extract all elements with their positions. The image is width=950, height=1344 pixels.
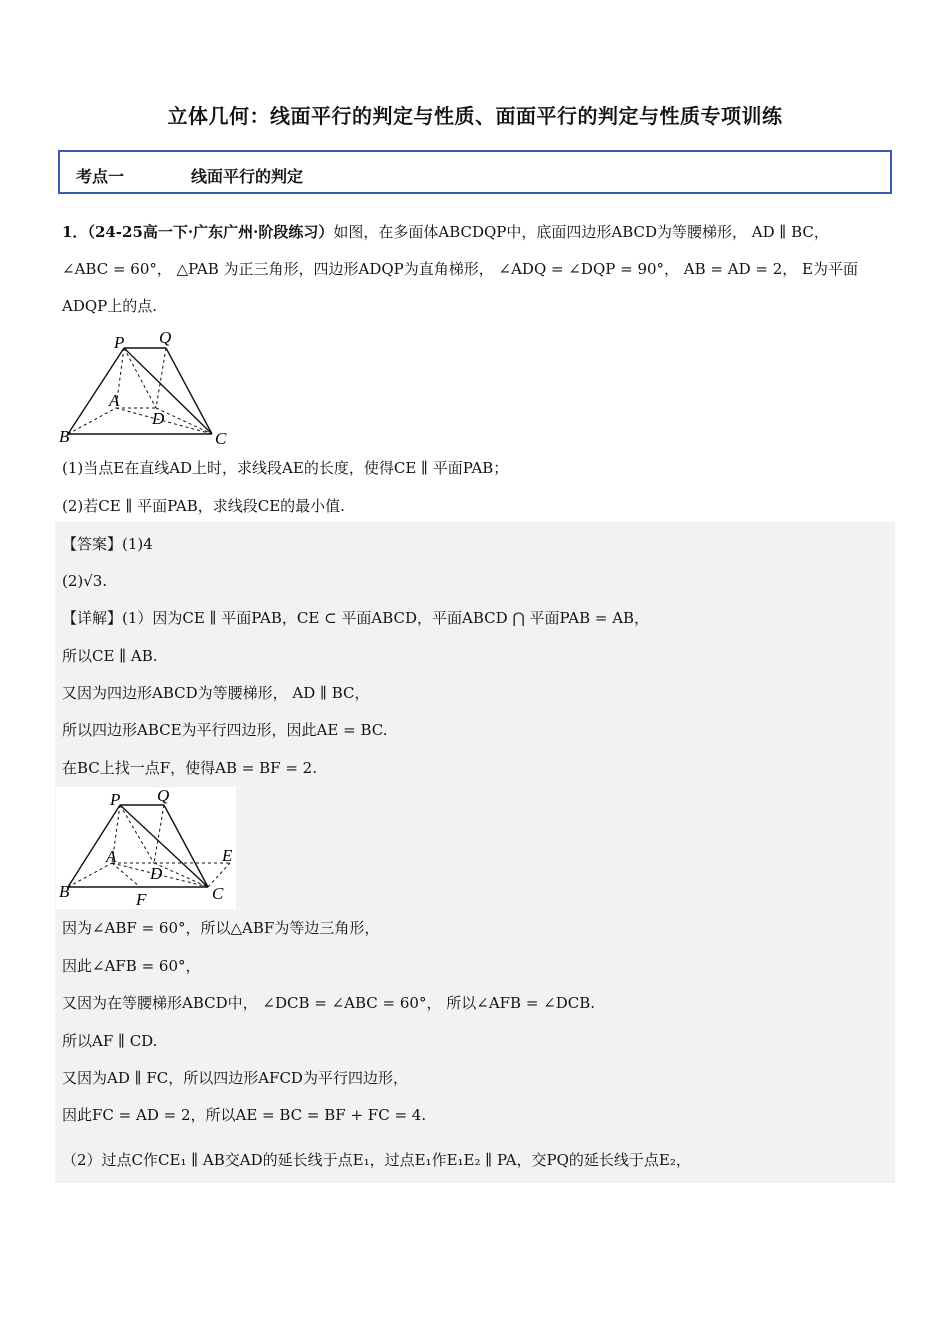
label-B: B [59,427,70,446]
edge-PC [124,348,212,434]
detail-line-7: 因此∠AFB = 60°， [62,957,201,975]
edge-BA [68,408,116,434]
question-1: (1)当点E在直线AD上时，求线段AE的长度，使得CE ∥ 平面PAB； [62,459,509,477]
question-2: (2)若CE ∥ 平面PAB，求线段CE的最小值. [62,497,345,515]
detail-line-9: 所以AF ∥ CD. [62,1032,158,1050]
answer-2-prefix: (2) [62,572,84,590]
label-B-2: B [59,882,70,901]
detail-text-1: (1）因为CE ∥ 平面PAB，CE ⊂ 平面ABCD，平面ABCD ⋂ 平面PAB = AB， [122,609,650,627]
problem-line-2: ∠ABC = 60°， △PAB 为正三角形，四边形ADQP为直角梯形， ∠ADQ = ∠DQP = 90°， AB = AD = 2， E为平面 [62,260,858,278]
label-D-2: D [150,864,163,883]
label-P-2: P [110,790,121,809]
label-F-2: F [136,890,147,909]
label-P: P [114,333,125,352]
answer-line-1 [62,534,153,554]
detail-line-8: 又因为在等腰梯形ABCD中， ∠DCB = ∠ABC = 60°， 所以∠AFB = ∠DCB. [62,994,596,1012]
answer-1: (1)4 [122,535,153,553]
edge-PD [124,348,156,408]
problem-number: 1． [62,223,88,241]
detail-line-10: 又因为AD ∥ FC，所以四边形AFCD为平行四边形， [62,1069,408,1087]
detail-line-12: （2）过点C作CE₁ ∥ AB交AD的延长线于点E₁，过点E₁作E₁E₂ ∥ PA，交PQ的延长线于点E₂， [62,1151,691,1169]
figure-polyhedron [56,326,236,448]
answer-2-suffix: . [102,572,108,590]
section-header [58,150,892,194]
label-E-2: E [222,846,233,865]
detail-line-1 [62,608,649,628]
detail-line-5: 在BC上找一点F，使得AB = BF = 2. [62,759,317,777]
problem-text-1: 如图，在多面体ABCDQP中，底面四边形ABCD为等腰梯形， AD ∥ BC， [333,223,829,241]
label-C: C [215,429,227,448]
detail-line-6: 因为∠ABF = 60°，所以△ABF为等边三角形， [62,919,380,937]
section-name: 线面平行的判定 [191,167,304,186]
page-title: 立体几何：线面平行的判定与性质、面面平行的判定与性质专项训练 [167,104,783,128]
problem-source: （24-25高一下·广东广州·阶段练习） [87,223,334,241]
figure-polyhedron-extended [56,787,236,909]
section-label: 考点一 [76,167,125,186]
label-C-2: C [212,884,224,903]
problem-line-1 [62,222,829,242]
answer-line-2 [62,571,107,591]
label-Q: Q [159,328,172,347]
detail-tag: 【详解】 [62,609,123,627]
detail-line-3: 又因为四边形ABCD为等腰梯形， AD ∥ BC， [62,684,370,702]
edge-QC [166,348,212,434]
detail-line-4: 所以四边形ABCE为平行四边形，因此AE = BC. [62,721,388,739]
edge-QD [156,348,166,408]
answer-tag: 【答案】 [62,535,123,553]
detail-line-11: 因此FC = AD = 2，所以AE = BC = BF + FC = 4. [62,1106,427,1124]
label-Q-2: Q [157,787,170,805]
problem-line-3: ADQP上的点. [62,297,158,315]
detail-line-2: 所以CE ∥ AB. [62,647,158,665]
answer-2-value: √3 [83,572,103,590]
label-A-2: A [106,847,117,866]
label-D: D [152,409,165,428]
label-A: A [109,391,120,410]
